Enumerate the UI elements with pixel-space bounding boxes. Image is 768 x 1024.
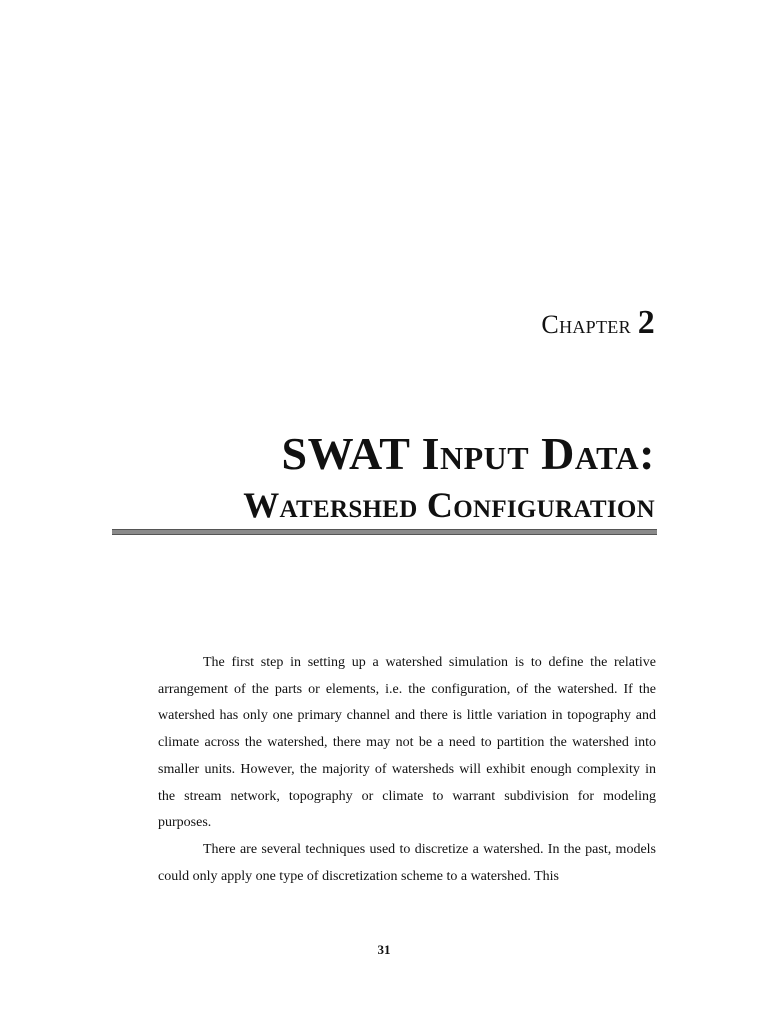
title-divider-rule (112, 529, 657, 535)
chapter-heading (541, 303, 655, 345)
chapter-word: Chapter (541, 310, 631, 339)
page-number: 31 (377, 942, 391, 957)
chapter-title-line-1: SWAT Input Data: (281, 428, 655, 479)
chapter-number: 2 (637, 304, 655, 341)
body-text (158, 650, 656, 890)
chapter-title-line-2: Watershed Configuration (243, 485, 655, 525)
chapter-title (243, 423, 655, 525)
paragraph: There are several techniques used to discretize a watershed. In the past, models could only apply one type of discretization scheme to a watershed. This (158, 841, 656, 884)
paragraph: The first step in setting up a watershed simulation is to define the relative arrangement of the parts or elements, i.e. the configuration, of the watershed. If the watershed has only one primary channel and there is little variation in topography and climate across the watershed, there may not be a need to partition the watershed into smaller units. However, the majority of watersheds will exhibit enough complexity in the stream network, topography or climate to warrant subdivision for modeling purposes. (158, 655, 656, 831)
